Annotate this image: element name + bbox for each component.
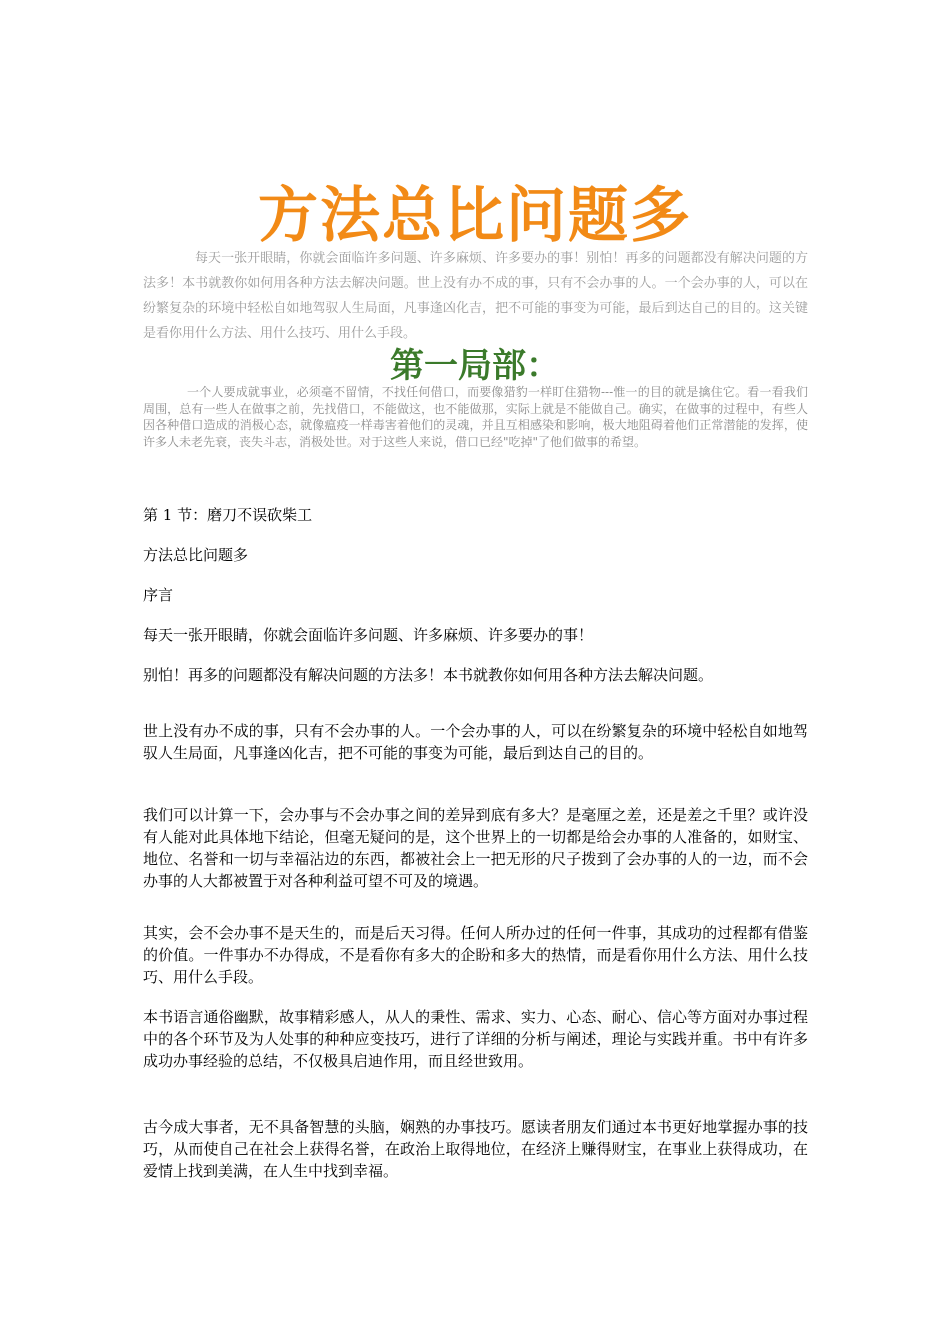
intro-paragraph: 每天一张开眼睛，你就会面临许多问题、许多麻烦、许多要办的事！别怕！再多的问题都没有解决问题的方法多！本书就教你如何用各种方法去解决问题。世上没有办不成的事，只有不会办事的人。一个会办事的人，可以在纷繁复杂的环境中轻松自如地驾驭人生局面，凡事逢凶化吉，把不可能的事变为可能，最后到达自己的目的。这关键是看你用什么方法、用什么技巧、用什么手段。	[143, 251, 808, 341]
preface-label: 序言	[143, 586, 174, 604]
body-paragraph: 别怕！再多的问题都没有解决问题的方法多！本书就教你如何用各种方法去解决问题。	[143, 666, 714, 684]
body-paragraph: 世上没有办不成的事，只有不会办事的人。一个会办事的人，可以在纷繁复杂的环境中轻松自如地驾驭人生局面，凡事逢凶化吉，把不可能的事变为可能，最后到达自己的目的。	[143, 722, 808, 762]
part-heading: 第一局部：	[390, 346, 560, 386]
section-title: 第 1 节：磨刀不误砍柴工	[143, 506, 313, 524]
book-title: 方法总比问题多	[143, 546, 249, 564]
body-paragraph: 本书语言通俗幽默，故事精彩感人，从人的秉性、需求、实力、心态、耐心、信心等方面对办事过程中的各个环节及为人处事的种种应变技巧，进行了详细的分析与阐述，理论与实践并重。书中有许多成功办事经验的总结，不仅极具启迪作用，而且经世致用。	[143, 1008, 808, 1070]
body-paragraph: 我们可以计算一下，会办事与不会办事之间的差异到底有多大？是毫厘之差，还是差之千里？或许没有人能对此具体地下结论，但毫无疑问的是，这个世界上的一切都是给会办事的人准备的，如财宝、地位、名誉和一切与幸福沾边的东西，都被社会上一把无形的尺子拨到了会办事的人的一边，而不会办事的人大都被置于对各种利益可望不可及的境遇。	[143, 806, 808, 890]
document-title: 方法总比问题多	[258, 181, 692, 251]
part-intro-paragraph: 一个人要成就事业，必须毫不留情，不找任何借口，而要像猎豹一样盯住猎物---惟一的目的就是擒住它。看一看我们周围，总有一些人在做事之前，先找借口，不能做这，也不能做那，实际上就是不能做自己。确实，在做事的过程中，有些人因各种借口造成的消极心态，就像瘟疫一样毒害着他们的灵魂，并且互相感染和影响，极大地阻碍着他们正常潜能的发挥，使许多人未老先衰，丧失斗志，消极处世。对于这些人来说，借口已经"吃掉"了他们做事的希望。	[143, 385, 808, 449]
body-paragraph: 古今成大事者，无不具备智慧的头脑，娴熟的办事技巧。愿读者朋友们通过本书更好地掌握办事的技巧，从而使自己在社会上获得名誉，在政治上取得地位，在经济上赚得财宝，在事业上获得成功，在爱情上找到美满，在人生中找到幸福。	[143, 1118, 808, 1180]
body-paragraph: 每天一张开眼睛，你就会面临许多问题、许多麻烦、许多要办的事！	[143, 626, 594, 644]
body-paragraph: 其实，会不会办事不是天生的，而是后天习得。任何人所办过的任何一件事，其成功的过程都有借鉴的价值。一件事办不办得成，不是看你有多大的企盼和多大的热情，而是看你用什么方法、用什么技巧、用什么手段。	[143, 924, 808, 986]
